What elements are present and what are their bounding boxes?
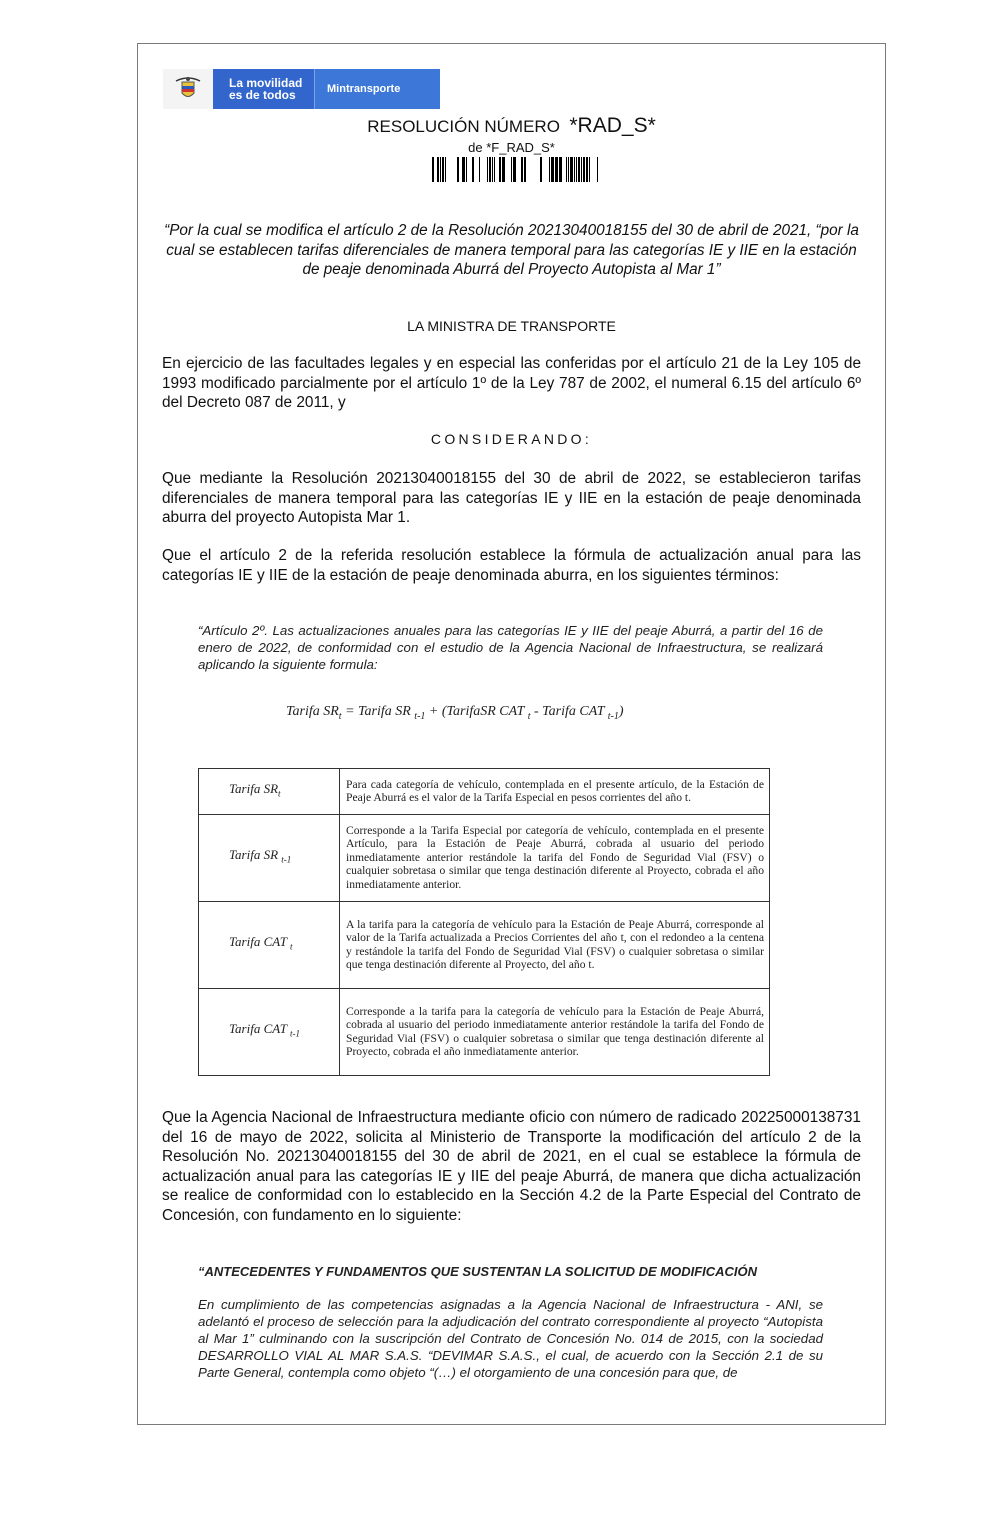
paragraph-1: Que mediante la Resolución 20213040018155 del 30 de abril de 2022, se establecieron tarifas diferenciales de manera temporal para las categorías IE y IIE en la estación de peaje denominada aburra del proyecto Autopista Mar 1.: [162, 470, 861, 526]
barcode: [432, 157, 598, 189]
resolution-title: [138, 114, 885, 138]
logo-slogan: [213, 69, 314, 109]
authority-heading: LA MINISTRA DE TRANSPORTE: [407, 318, 616, 334]
antecedentes-heading: “ANTECEDENTES Y FUNDAMENTOS QUE SUSTENTAN LA SOLICITUD DE MODIFICACIÓN: [198, 1264, 758, 1279]
preamble-paragraph: En ejercicio de las facultades legales y en especial las conferidas por el artículo 21 de la Ley 105 de 1993 modificado parcialmente por el artículo 1º de la Ley 787 de 2002, el numeral 6.15 del artículo 6º del Decreto 087 de 2011, y: [162, 355, 861, 411]
resolution-subject: “Por la cual se modifica el artículo 2 de la Resolución 20213040018155 del 30 de abril de 2021, “por la cual se establecen tarifas diferenciales de manera temporal para las categorías IE y IIE en la estación de peaje denominada Aburrá del Proyecto Autopista al Mar 1”: [164, 222, 859, 278]
table-row: [199, 815, 770, 902]
table-definition: Corresponde a la Tarifa Especial por categoría de vehículo, contemplada en el presente Artículo, para la Estación de Peaje Aburrá, cobrada al usuario del periodo inmediatamente anterior restándole la tarifa del Fondo de Seguridad Vial (FSV) o cualquier sobretasa o similar que tenga destinación diferente al Proyecto, cobrada el año inmediatamente anterior.: [340, 815, 770, 902]
paragraph-2: Que el artículo 2 de la referida resolución establece la fórmula de actualización anual para las categorías IE y IIE de la estación de peaje denominada aburra, en los siguientes términos:: [162, 547, 861, 584]
table-term: Tarifa SR $_{t-1}$: [199, 815, 340, 902]
considerando-heading: CONSIDERANDO:: [430, 431, 593, 447]
table-definition: Para cada categoría de vehículo, contemplada en el presente artículo, de la Estación de Peaje Aburrá es el valor de la Tarifa Especial en pesos corrientes del año t.: [340, 769, 770, 815]
government-logo: [163, 69, 440, 109]
document-page: [137, 43, 886, 1425]
paragraph-3: Que la Agencia Nacional de Infraestructura mediante oficio con número de radicado 20225000138731 del 16 de mayo de 2022, solicita al Ministerio de Transporte la modificación del artículo 2 de la Resolución No. 20213040018155 del 30 de abril de 2021, en el cual se establece la fórmula de actualización anual para las categorías IE y IIE del peaje Aburrá, de manera que dicha actualización se realice de conformidad con lo establecido en la Sección 4.2 de la Parte Especial del Contrato de Concesión, con fundamento en lo siguiente:: [162, 1109, 861, 1224]
table-row: [199, 989, 770, 1076]
definitions-table: [198, 768, 770, 1076]
formula: Tarifa $SR_t$ = Tarifa SR $_{t-1}$ + (TarifaSR CAT $_t$ - Tarifa CAT $_{t-1}$): [286, 704, 624, 722]
resolution-number: *RAD_S*: [569, 114, 656, 137]
logo-ministry: Mintransporte: [314, 69, 440, 109]
coat-of-arms-icon: [163, 69, 213, 109]
table-row: [199, 769, 770, 815]
table-term: Tarifa $SR_t$: [199, 769, 340, 815]
resolution-date: de *F_RAD_S*: [468, 140, 555, 155]
article-quote: “Artículo 2º. Las actualizaciones anuales para las categorías IE y IIE del peaje Aburrá, a partir del 16 de enero de 2022, de conformidad con el estudio de la Agencia Nacional de Infraestructura, se realizará aplicando la siguiente formula:: [198, 623, 823, 672]
table-term: Tarifa CAT $_{t-1}$: [199, 989, 340, 1076]
table-term: Tarifa CAT $_t$: [199, 902, 340, 989]
table-row: [199, 902, 770, 989]
table-definition: A la tarifa para la categoría de vehículo para la Estación de Peaje Aburrá, corresponde al valor de la Tarifa actualizada a Precios Corrientes del año t, con el redondeo a la centena y restándole la tarifa del Fondo de Seguridad Vial (FSV) o cualquier sobretasa o similar que tenga destinación diferente al Proyecto, del año t.: [340, 902, 770, 989]
table-definition: Corresponde a la tarifa para la categoría de vehículo para la Estación de Peaje Aburrá, cobrada al usuario del periodo inmediatamente anterior restándole la tarifa del Fondo de Seguridad Vial (FSV) o cualquier sobretasa o similar que tenga destinación diferente al Proyecto, cobrada el año inmediatamente anterior.: [340, 989, 770, 1076]
logo-slogan-line1: La movilidad: [229, 76, 303, 90]
antecedentes-paragraph: En cumplimiento de las competencias asignadas a la Agencia Nacional de Infraestructura - ANI, se adelantó el proceso de selección para la adjudicación del contrato correspondiente al proyecto “Autopista al Mar 1” culminando con la suscripción del Contrato de Concesión No. 014 de 2015, con la sociedad DESARROLLO VIAL AL MAR S.A.S. “DEVIMAR S.A.S., el cual, de acuerdo con la Sección 2.1 de su Parte General, contempla como objeto “(…) el otorgamiento de una concesión para que, de: [198, 1297, 823, 1380]
resolution-label: RESOLUCIÓN NÚMERO: [367, 117, 560, 136]
logo-slogan-line2: es de todos: [229, 88, 296, 102]
